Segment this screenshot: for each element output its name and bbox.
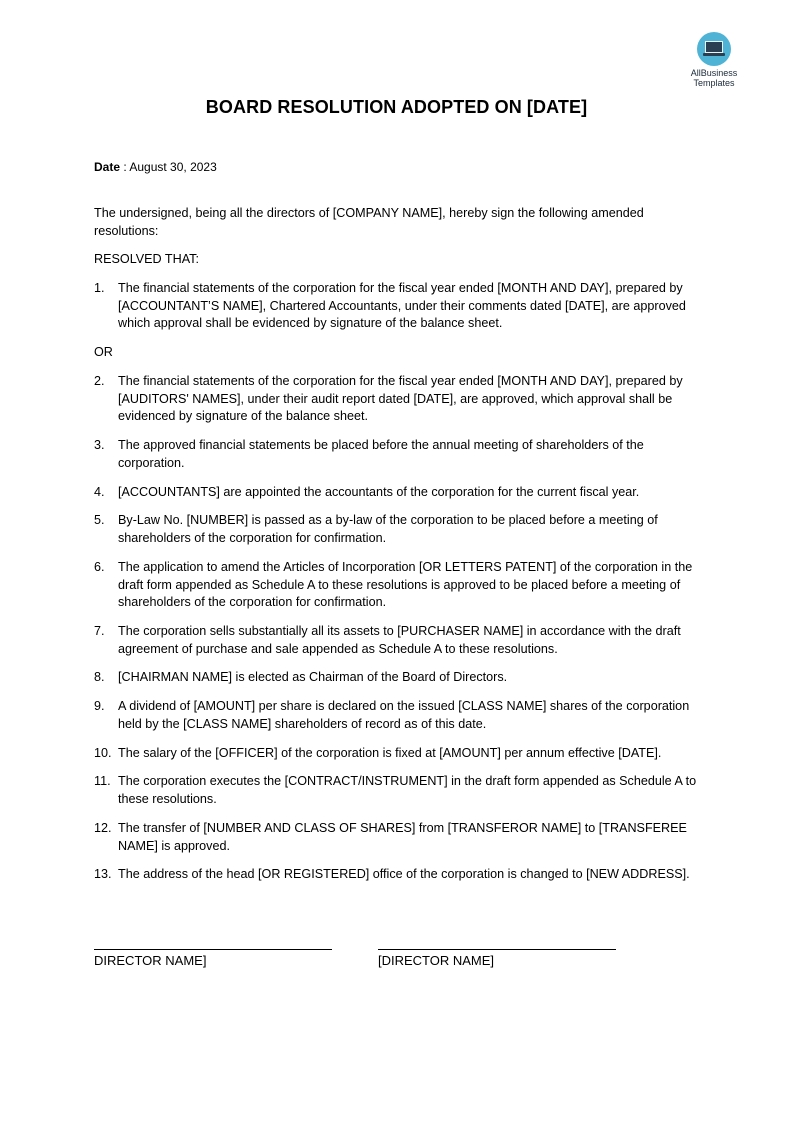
item-number: 2. xyxy=(94,374,105,388)
item-number: 11. xyxy=(94,774,111,788)
item-text: The address of the head [OR REGISTERED] office of the corporation is changed to [NEW ADDRESS]. xyxy=(118,867,690,881)
laptop-icon xyxy=(697,32,731,66)
item-number: 3. xyxy=(94,438,105,452)
resolution-item xyxy=(94,484,706,502)
item-number: 5. xyxy=(94,513,105,527)
resolution-item xyxy=(94,559,706,612)
item-text: By-Law No. [NUMBER] is passed as a by-law of the corporation to be placed before a meeting of shareholders of the corporation for confirmation. xyxy=(118,513,658,545)
item-number: 7. xyxy=(94,624,105,638)
resolution-item xyxy=(94,820,706,855)
item-number: 4. xyxy=(94,485,105,499)
document-title: BOARD RESOLUTION ADOPTED ON [DATE] xyxy=(205,97,588,117)
signature-block-2 xyxy=(378,949,616,968)
item-number: 6. xyxy=(94,560,105,574)
item-text: The financial statements of the corporation for the fiscal year ended [MONTH AND DAY], prepared by [ACCOUNTANT’S NAME], Chartered Accountants, under their comments dated [DATE], are approved which approval shall be evidenced by signature of the balance sheet. xyxy=(118,281,686,330)
resolution-item xyxy=(94,745,706,763)
item-number: 10. xyxy=(94,746,112,760)
item-number: 8. xyxy=(94,670,105,684)
logo-line-2: Templates xyxy=(693,78,735,88)
resolution-item xyxy=(94,280,706,333)
resolution-item xyxy=(94,773,706,808)
item-text: [CHAIRMAN NAME] is elected as Chairman of the Board of Directors. xyxy=(118,670,508,684)
item-text: The application to amend the Articles of Incorporation [OR LETTERS PATENT] of the corporation in the draft form appended as Schedule A to these resolutions is approved to be placed before a meeting of shareholders of the corporation for confirmation. xyxy=(118,560,693,609)
item-number: 13. xyxy=(94,867,112,881)
intro-paragraph: The undersigned, being all the directors of [COMPANY NAME], hereby sign the following amended resolutions: xyxy=(94,206,644,238)
item-text: The corporation sells substantially all its assets to [PURCHASER NAME] in accordance with the draft agreement of purchase and sale appended as Schedule A to these resolutions. xyxy=(118,624,681,656)
resolved-heading: RESOLVED THAT: xyxy=(94,252,199,266)
item-number: 1. xyxy=(94,281,105,295)
brand-logo xyxy=(684,32,744,88)
date-value: : August 30, 2023 xyxy=(120,160,217,174)
item-text: The transfer of [NUMBER AND CLASS OF SHARES] from [TRANSFEROR NAME] to [TRANSFEREE NAME] is approved. xyxy=(118,821,687,853)
item-number: 9. xyxy=(94,699,105,713)
signature-line xyxy=(94,949,332,950)
resolution-item xyxy=(94,623,706,658)
signature-label: DIRECTOR NAME] xyxy=(94,953,207,968)
item-text: The salary of the [OFFICER] of the corporation is fixed at [AMOUNT] per annum effective [DATE]. xyxy=(118,746,662,760)
item-text: The financial statements of the corporation for the fiscal year ended [MONTH AND DAY], prepared by [AUDITORS' NAMES], under their audit report dated [DATE], are approved, which approval shall be evidenced by signature of the balance sheet. xyxy=(118,374,683,423)
date-line xyxy=(94,160,217,174)
resolution-item xyxy=(94,698,706,733)
signature-label: [DIRECTOR NAME] xyxy=(378,953,495,968)
resolution-item xyxy=(94,373,706,426)
signature-line xyxy=(378,949,616,950)
item-text: A dividend of [AMOUNT] per share is declared on the issued [CLASS NAME] shares of the corporation held by the [CLASS NAME] shareholders of record as of this date. xyxy=(118,699,690,731)
item-text: [ACCOUNTANTS] are appointed the accountants of the corporation for the current fiscal year. xyxy=(118,485,640,499)
item-number: 12. xyxy=(94,821,112,835)
resolution-item xyxy=(94,512,706,547)
resolution-item xyxy=(94,437,706,472)
resolution-item xyxy=(94,669,706,687)
resolution-item xyxy=(94,866,706,884)
signature-block-1 xyxy=(94,949,332,968)
date-label: Date xyxy=(94,160,121,174)
logo-text xyxy=(684,68,744,88)
or-separator: OR xyxy=(94,345,113,359)
logo-line-1: AllBusiness xyxy=(690,68,738,78)
item-text: The approved financial statements be placed before the annual meeting of shareholders of the corporation. xyxy=(118,438,644,470)
item-text: The corporation executes the [CONTRACT/INSTRUMENT] in the draft form appended as Schedule A to these resolutions. xyxy=(118,774,697,806)
